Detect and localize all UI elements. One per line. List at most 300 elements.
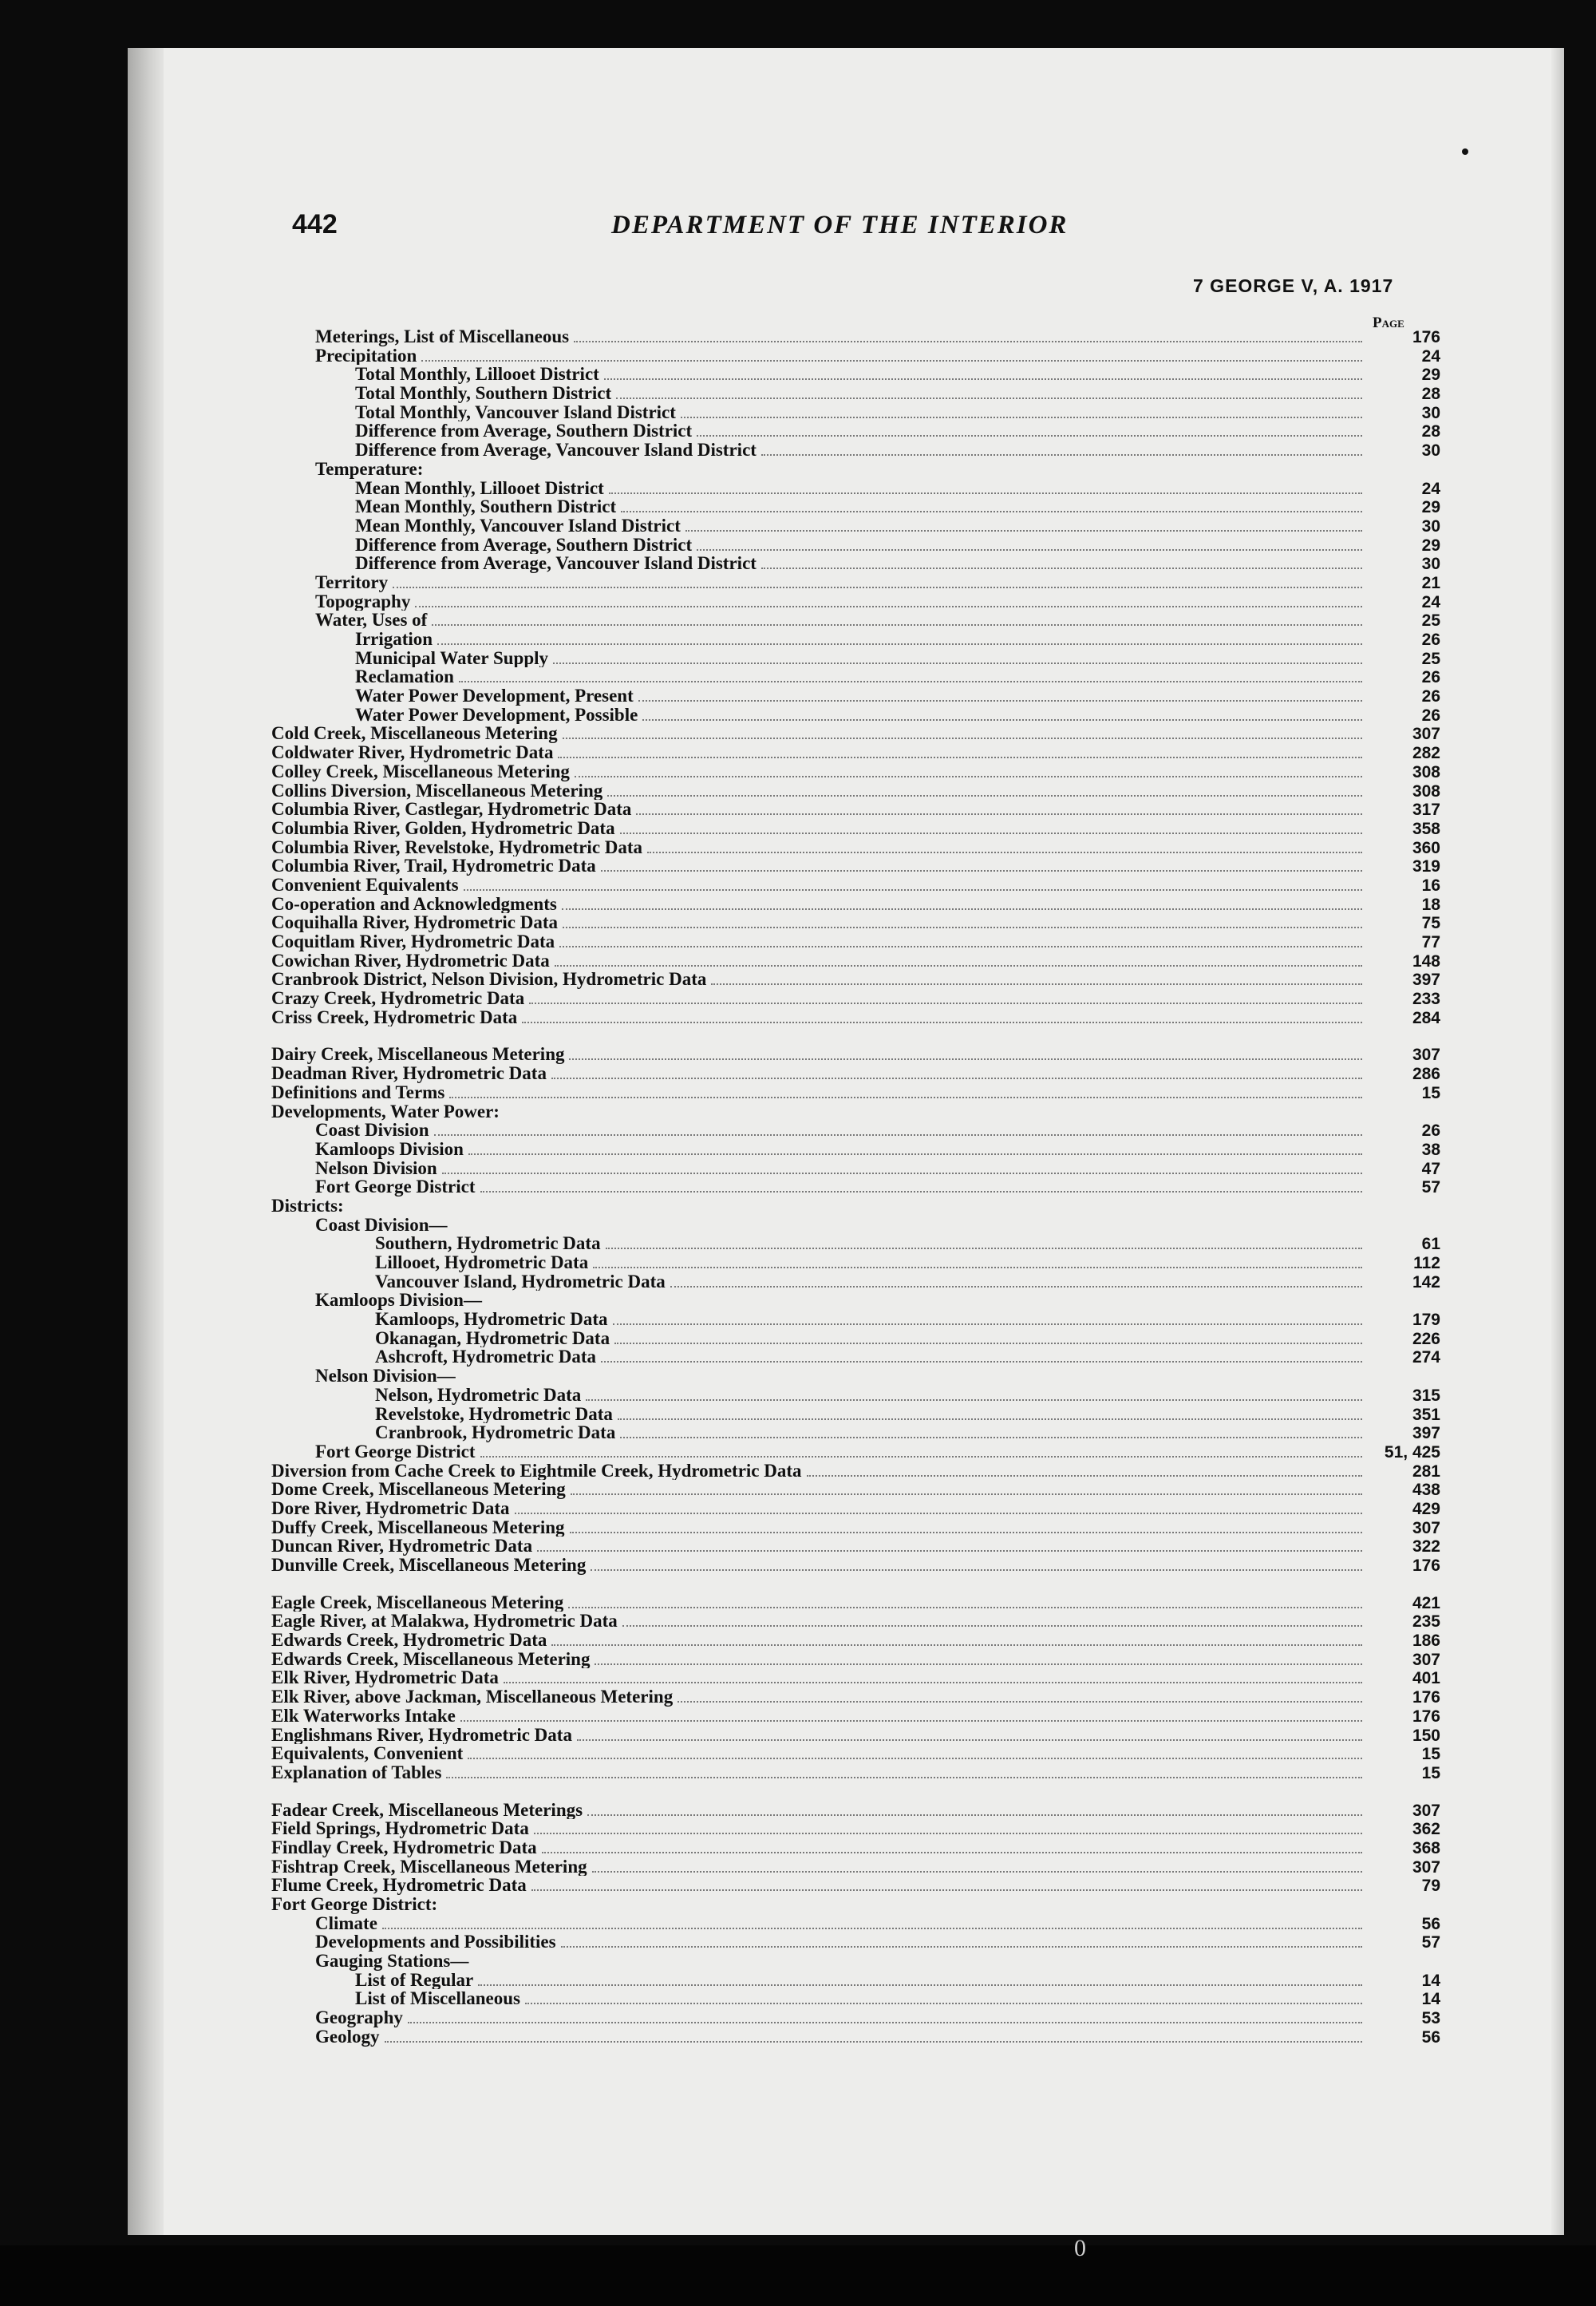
dot-leader <box>515 1513 1363 1514</box>
index-entry <box>271 1177 1440 1197</box>
page-gutter <box>128 48 164 2235</box>
index-entry <box>271 2008 1440 2027</box>
index-entry-label: Deadman River, Hydrometric Data <box>271 1064 547 1083</box>
ink-speck <box>1462 148 1468 155</box>
index-entry <box>271 1556 1440 1575</box>
index-entry-label: Revelstoke, Hydrometric Data <box>375 1404 613 1424</box>
index-entry-page: 226 <box>1412 1329 1440 1348</box>
index-entry-page: 397 <box>1412 971 1440 990</box>
dot-leader <box>562 908 1362 910</box>
dot-leader <box>561 1946 1362 1948</box>
index-entry-label: Territory <box>315 572 389 592</box>
dot-leader <box>459 681 1362 682</box>
index-entry <box>271 762 1440 781</box>
index-entry-label: Columbia River, Trail, Hydrometric Data <box>271 856 596 876</box>
index-entry-page: 29 <box>1421 366 1440 385</box>
dot-leader <box>408 2022 1362 2023</box>
index-entry <box>271 1744 1440 1763</box>
index-entry <box>271 913 1440 932</box>
index-entry-page: 421 <box>1412 1593 1440 1612</box>
index-entry <box>271 1499 1440 1518</box>
index-entry-page: 47 <box>1421 1159 1440 1178</box>
index-entry <box>271 876 1440 895</box>
index-entry-page: 77 <box>1421 933 1440 951</box>
index-entry <box>271 1687 1440 1707</box>
index-entry-label: Englishmans River, Hydrometric Data <box>271 1725 572 1745</box>
index-entry <box>271 649 1440 668</box>
index-entry <box>271 1801 1440 1820</box>
index-entry <box>271 1272 1440 1291</box>
regnal-year: 7 GEORGE V, A. 1917 <box>1193 275 1394 296</box>
dot-leader <box>711 983 1362 985</box>
index-entry <box>271 1405 1440 1424</box>
index-entry-label: Dome Creek, Miscellaneous Metering <box>271 1480 566 1499</box>
index-entry <box>271 743 1440 762</box>
index-entry <box>271 1707 1440 1726</box>
index-entry-label: Diversion from Cache Creek to Eightmile Creek, Hydrometric Data <box>271 1461 802 1481</box>
dot-leader <box>622 1625 1362 1627</box>
index-entry-page: 317 <box>1412 801 1440 819</box>
index-entry-page: 307 <box>1412 1650 1440 1669</box>
scan-bottom-border <box>0 2245 1596 2306</box>
dot-leader <box>601 1361 1362 1363</box>
index-entry-label: Difference from Average, Vancouver Island District <box>355 441 757 460</box>
index-entry <box>271 1989 1440 2008</box>
index-entry <box>271 819 1440 838</box>
dot-leader <box>586 1399 1362 1401</box>
index-entry-page: 179 <box>1412 1311 1440 1329</box>
index-entry-page: 15 <box>1421 1745 1440 1763</box>
index-entry-page: 362 <box>1412 1820 1440 1838</box>
index-entry-label: List of Miscellaneous <box>355 1989 520 2009</box>
index-entry <box>271 554 1440 573</box>
dot-leader <box>542 1852 1362 1853</box>
dot-leader <box>563 738 1362 739</box>
index-entry-label: Kamloops Division <box>315 1139 464 1159</box>
dot-leader <box>614 1343 1362 1344</box>
index-entry-label: Difference from Average, Vancouver Island District <box>355 554 757 573</box>
index-entry <box>271 1593 1440 1612</box>
index-entry <box>271 497 1440 516</box>
index-entry <box>271 1895 1440 1914</box>
index-entry-label: Coldwater River, Hydrometric Data <box>271 743 554 762</box>
index-entry <box>271 989 1440 1008</box>
index-entry <box>271 479 1440 498</box>
index-entry-label: Fort George District: <box>271 1895 438 1914</box>
index-entry <box>271 1462 1440 1481</box>
index-entry <box>271 573 1440 592</box>
index-entry-page: 26 <box>1421 631 1440 649</box>
index-entry-label: Columbia River, Golden, Hydrometric Data <box>271 818 615 838</box>
dot-leader <box>558 757 1362 758</box>
index-entry-label: Nelson, Hydrometric Data <box>375 1385 582 1405</box>
dot-leader <box>442 1173 1362 1174</box>
index-entry-page: 56 <box>1421 2027 1440 2047</box>
index-entry <box>271 384 1440 403</box>
index-entry-page: 79 <box>1421 1877 1440 1895</box>
index-entry-page: 61 <box>1421 1235 1440 1253</box>
index-entry-label: Edwards Creek, Hydrometric Data <box>271 1631 547 1650</box>
dot-leader <box>432 624 1362 626</box>
dot-leader <box>571 1493 1362 1495</box>
index-entry <box>271 1914 1440 1933</box>
index-entry-label: Field Springs, Hydrometric Data <box>271 1819 529 1838</box>
index-entry-page: 30 <box>1421 441 1440 460</box>
dot-leader <box>678 1701 1362 1703</box>
index-entry-label: Dairy Creek, Miscellaneous Metering <box>271 1045 565 1065</box>
index-entry-label: Precipitation <box>315 346 417 366</box>
index-entry-page: 360 <box>1412 838 1440 857</box>
dot-leader <box>385 2041 1363 2043</box>
index-entry-page: 24 <box>1421 592 1440 611</box>
index-entry-page: 351 <box>1412 1405 1440 1424</box>
index-entry <box>271 1857 1440 1877</box>
index-entry-label: Flume Creek, Hydrometric Data <box>271 1876 527 1895</box>
index-entry-page: 53 <box>1421 2009 1440 2027</box>
dot-leader <box>604 378 1362 380</box>
index-entry-label: Elk Waterworks Intake <box>271 1706 456 1726</box>
index-entry <box>271 724 1440 743</box>
index-entry-page: 26 <box>1421 687 1440 706</box>
index-entry-label: Gauging Stations— <box>315 1952 469 1971</box>
index-entry-page: 75 <box>1421 914 1440 932</box>
index-entry <box>271 1876 1440 1895</box>
index-entry <box>271 1367 1440 1386</box>
dot-leader <box>449 1097 1362 1098</box>
index-entry-label: Total Monthly, Vancouver Island District <box>355 402 676 422</box>
index-entry <box>271 403 1440 422</box>
index-entry-label: Climate <box>315 1913 377 1933</box>
dot-leader <box>575 776 1362 777</box>
dot-leader <box>553 663 1362 664</box>
index-entry-label: Duncan River, Hydrometric Data <box>271 1537 533 1556</box>
dot-leader <box>460 1720 1362 1722</box>
index-entry-label: Co-operation and Acknowledgments <box>271 894 557 914</box>
dot-leader <box>595 1663 1362 1665</box>
index-entry <box>271 421 1440 441</box>
dot-leader <box>478 1984 1362 1986</box>
index-entry-page: 25 <box>1421 611 1440 630</box>
index-entry <box>271 1518 1440 1537</box>
index-entry-label: Columbia River, Revelstoke, Hydrometric Data <box>271 837 643 857</box>
dot-leader <box>620 833 1362 834</box>
index-entry <box>271 1083 1440 1102</box>
index-entry-label: Ashcroft, Hydrometric Data <box>375 1347 596 1367</box>
index-entry <box>271 932 1440 951</box>
index-entry-page: 307 <box>1412 1046 1440 1065</box>
index-entry <box>271 630 1440 649</box>
dot-leader <box>601 870 1362 872</box>
index-entry-page: 57 <box>1421 1933 1440 1952</box>
index-entry <box>271 1631 1440 1650</box>
dot-leader <box>591 1569 1362 1571</box>
index-entry-page: 186 <box>1412 1632 1440 1650</box>
index-entry <box>271 1726 1440 1745</box>
dot-leader <box>618 1418 1362 1420</box>
index-entry-label: Dunville Creek, Miscellaneous Metering <box>271 1556 587 1575</box>
index-entry-page: 21 <box>1421 573 1440 592</box>
index-entry-page: 142 <box>1412 1272 1440 1291</box>
index-entry-label: Elk River, Hydrometric Data <box>271 1668 499 1688</box>
index-entry <box>271 1291 1440 1310</box>
index-entry-label: Nelson Division— <box>315 1367 456 1386</box>
index-entry <box>271 1650 1440 1669</box>
dot-leader <box>531 1889 1362 1891</box>
index-entry-label: Criss Creek, Hydrometric Data <box>271 1007 518 1027</box>
index-entry-page: 30 <box>1421 555 1440 573</box>
index-entry-label: Irrigation <box>355 630 433 649</box>
index-entry-page: 15 <box>1421 1083 1440 1102</box>
index-entry-label: Total Monthly, Southern District <box>355 384 612 403</box>
index-entry <box>271 1442 1440 1462</box>
index-entry-label: Crazy Creek, Hydrometric Data <box>271 989 525 1008</box>
index-entry-page: 315 <box>1412 1386 1440 1405</box>
dot-leader <box>468 1758 1362 1759</box>
index-entry-page: 176 <box>1412 1707 1440 1726</box>
dot-leader <box>522 1022 1362 1023</box>
index-entry-label: Eagle River, at Malakwa, Hydrometric Data <box>271 1612 618 1632</box>
index-entry-page: 235 <box>1412 1612 1440 1632</box>
index-entry-page: 30 <box>1421 403 1440 422</box>
dot-leader <box>761 568 1362 569</box>
dot-leader <box>807 1475 1362 1477</box>
index-entry-label: Edwards Creek, Miscellaneous Metering <box>271 1649 591 1669</box>
index-entry-page: 368 <box>1412 1838 1440 1857</box>
index-entry <box>271 1537 1440 1556</box>
index-entry-label: Okanagan, Hydrometric Data <box>375 1328 610 1348</box>
dot-leader <box>642 719 1362 721</box>
dot-leader <box>681 417 1362 418</box>
dot-leader <box>607 795 1362 797</box>
index-entry-label: Cranbrook District, Nelson Division, Hydrometric Data <box>271 970 707 990</box>
index-entry-label: Meterings, List of Miscellaneous <box>315 327 570 346</box>
index-entry-page: 29 <box>1421 536 1440 555</box>
index-entry <box>271 1952 1440 1971</box>
dot-leader <box>587 1814 1362 1816</box>
index-entry-label: Nelson Division <box>315 1158 437 1178</box>
index-entry-page: 57 <box>1421 1178 1440 1197</box>
index-entry-label: Geography <box>315 2008 403 2027</box>
page-edge <box>1551 48 1564 2235</box>
dot-leader <box>636 813 1362 815</box>
index-entry <box>271 1347 1440 1367</box>
dot-leader <box>393 587 1362 588</box>
index-entry-label: Difference from Average, Southern District <box>355 421 693 441</box>
dot-leader <box>697 549 1362 551</box>
index-entry-label: Cranbrook, Hydrometric Data <box>375 1423 616 1442</box>
index-entry-label: Mean Monthly, Lillooet District <box>355 478 604 498</box>
index-entry-page: 281 <box>1412 1462 1440 1481</box>
page-folio: 442 <box>292 209 338 239</box>
index-entry-label: Reclamation <box>355 667 454 687</box>
index-entry <box>271 611 1440 630</box>
index-entry <box>271 1310 1440 1329</box>
dot-leader <box>577 1739 1362 1741</box>
index-entry-page: 284 <box>1412 1008 1440 1027</box>
index-entry-label: Coquitlam River, Hydrometric Data <box>271 932 555 951</box>
index-entry-label: Convenient Equivalents <box>271 875 459 895</box>
dot-leader <box>434 1134 1363 1136</box>
dot-leader <box>568 1607 1362 1608</box>
index-entry-page: 14 <box>1421 1971 1440 1990</box>
dot-leader <box>559 946 1362 947</box>
index-entry <box>271 516 1440 536</box>
index-entry-label: Fort George District <box>315 1442 476 1462</box>
index-entry-page: 28 <box>1421 385 1440 403</box>
index-entry-page: 307 <box>1412 1857 1440 1877</box>
index-entry-label: Duffy Creek, Miscellaneous Metering <box>271 1517 565 1537</box>
index-entry-label: Developments and Possibilities <box>315 1932 556 1952</box>
index-entry <box>271 1197 1440 1216</box>
index-entry-page: 112 <box>1413 1254 1440 1272</box>
index-entry <box>271 1140 1440 1159</box>
dot-leader <box>555 965 1362 967</box>
index-entry <box>271 460 1440 479</box>
index-entry-label: Southern, Hydrometric Data <box>375 1234 601 1253</box>
dot-leader <box>609 492 1362 494</box>
dot-leader <box>620 1437 1362 1438</box>
dot-leader <box>569 1058 1362 1060</box>
dot-leader <box>670 1286 1362 1287</box>
index-entry-page: 176 <box>1412 1688 1440 1707</box>
index-entry-label: Eagle Creek, Miscellaneous Metering <box>271 1592 564 1612</box>
dot-leader <box>761 454 1362 456</box>
index-entry-label: Lillooet, Hydrometric Data <box>375 1253 589 1272</box>
index-entry <box>271 1121 1440 1140</box>
index-entry <box>271 1253 1440 1272</box>
index-entry-page: 286 <box>1412 1065 1440 1083</box>
dot-leader <box>574 341 1362 342</box>
index-entry <box>271 346 1440 366</box>
index-entry <box>271 838 1440 857</box>
index-entry-label: Developments, Water Power: <box>271 1102 500 1121</box>
index-entry-page: 358 <box>1412 819 1440 838</box>
index-entry-label: Cowichan River, Hydrometric Data <box>271 951 550 971</box>
dot-leader <box>613 1323 1362 1325</box>
dot-leader <box>437 643 1362 645</box>
dot-leader <box>606 1248 1362 1249</box>
index-entry <box>271 1064 1440 1083</box>
index-entry-label: Coast Division— <box>315 1215 448 1235</box>
index-entry-label: Water Power Development, Possible <box>355 705 638 725</box>
index-entry <box>271 1386 1440 1405</box>
dot-leader <box>480 1191 1362 1193</box>
index-entry-label: Equivalents, Convenient <box>271 1744 464 1763</box>
index-entry <box>271 1423 1440 1442</box>
dot-leader <box>570 1532 1363 1533</box>
index-entry-label: Coast Division <box>315 1121 429 1140</box>
index-entry-label: Dore River, Hydrometric Data <box>271 1498 510 1518</box>
index-entry-page: 307 <box>1412 1518 1440 1537</box>
index-entry-page: 26 <box>1421 1121 1440 1140</box>
dot-leader <box>525 2003 1362 2004</box>
dot-leader <box>621 511 1362 512</box>
index-entry-page: 148 <box>1412 951 1440 971</box>
index-entry-page: 18 <box>1421 895 1440 914</box>
index-entry-label: Difference from Average, Southern District <box>355 535 693 555</box>
index-entry <box>271 1932 1440 1952</box>
index-entry <box>271 1838 1440 1857</box>
index-entry <box>271 970 1440 989</box>
index-entry <box>271 1329 1440 1348</box>
index-entry <box>271 536 1440 555</box>
index-entry-label: Explanation of Tables <box>271 1762 442 1782</box>
index-entry-label: Kamloops Division— <box>315 1291 482 1311</box>
index-entry <box>271 1763 1440 1782</box>
index-list <box>271 327 1440 2047</box>
index-entry-page: 307 <box>1412 1801 1440 1820</box>
index-entry-page: 30 <box>1421 516 1440 536</box>
index-entry-page: 319 <box>1412 857 1440 876</box>
index-entry <box>271 856 1440 876</box>
index-entry <box>271 327 1440 346</box>
bottom-mark: 0 <box>1074 2235 1086 2261</box>
index-entry-label: Kamloops, Hydrometric Data <box>375 1310 608 1329</box>
index-entry-page: 51, 425 <box>1384 1442 1440 1462</box>
index-entry-label: Total Monthly, Lillooet District <box>355 365 599 385</box>
index-entry <box>271 667 1440 686</box>
dot-leader <box>593 1267 1362 1268</box>
index-entry <box>271 1612 1440 1631</box>
index-entry-page: 401 <box>1412 1669 1440 1688</box>
index-entry <box>271 706 1440 725</box>
index-entry <box>271 365 1440 384</box>
index-entry <box>271 686 1440 706</box>
index-entry-label: Mean Monthly, Vancouver Island District <box>355 516 681 536</box>
index-entry <box>271 1102 1440 1121</box>
dot-leader <box>697 435 1362 437</box>
index-entry-label: Collins Diversion, Miscellaneous Metering <box>271 781 603 801</box>
dot-leader <box>592 1871 1362 1873</box>
index-entry-label: List of Regular <box>355 1970 474 1990</box>
dot-leader <box>563 927 1362 928</box>
index-entry-page: 307 <box>1412 725 1440 744</box>
index-entry <box>271 2027 1440 2047</box>
index-entry-page: 282 <box>1412 744 1440 762</box>
index-entry-label: Coquihalla River, Hydrometric Data <box>271 913 559 932</box>
dot-leader <box>446 1777 1362 1778</box>
index-entry <box>271 800 1440 819</box>
dot-leader <box>551 1078 1362 1079</box>
dot-leader <box>468 1153 1362 1155</box>
index-entry <box>271 895 1440 914</box>
index-entry <box>271 1819 1440 1838</box>
index-entry-page: 26 <box>1421 706 1440 725</box>
index-entry-label: Colley Creek, Miscellaneous Metering <box>271 761 570 781</box>
index-entry-page: 176 <box>1412 328 1440 346</box>
index-entry-label: Water, Uses of <box>315 611 428 630</box>
index-entry-page: 26 <box>1421 668 1440 687</box>
dot-leader <box>638 700 1362 702</box>
index-entry <box>271 441 1440 460</box>
index-entry <box>271 1159 1440 1178</box>
index-entry-label: Findlay Creek, Hydrometric Data <box>271 1837 537 1857</box>
index-entry-label: Columbia River, Castlegar, Hydrometric Data <box>271 800 632 819</box>
index-entry <box>271 592 1440 611</box>
index-entry-page: 274 <box>1412 1348 1440 1367</box>
index-entry-page: 16 <box>1421 876 1440 895</box>
index-entry-label: Water Power Development, Present <box>355 686 634 706</box>
index-entry-page: 397 <box>1412 1424 1440 1442</box>
page-title: DEPARTMENT OF THE INTERIOR <box>611 211 1069 239</box>
index-entry-page: 24 <box>1421 346 1440 366</box>
index-entry-label: Definitions and Terms <box>271 1082 445 1102</box>
dot-leader <box>480 1456 1362 1458</box>
index-entry <box>271 1971 1440 1990</box>
dot-leader <box>647 852 1362 853</box>
index-entry-label: Fort George District <box>315 1177 476 1197</box>
index-entry-label: Cold Creek, Miscellaneous Metering <box>271 724 558 744</box>
